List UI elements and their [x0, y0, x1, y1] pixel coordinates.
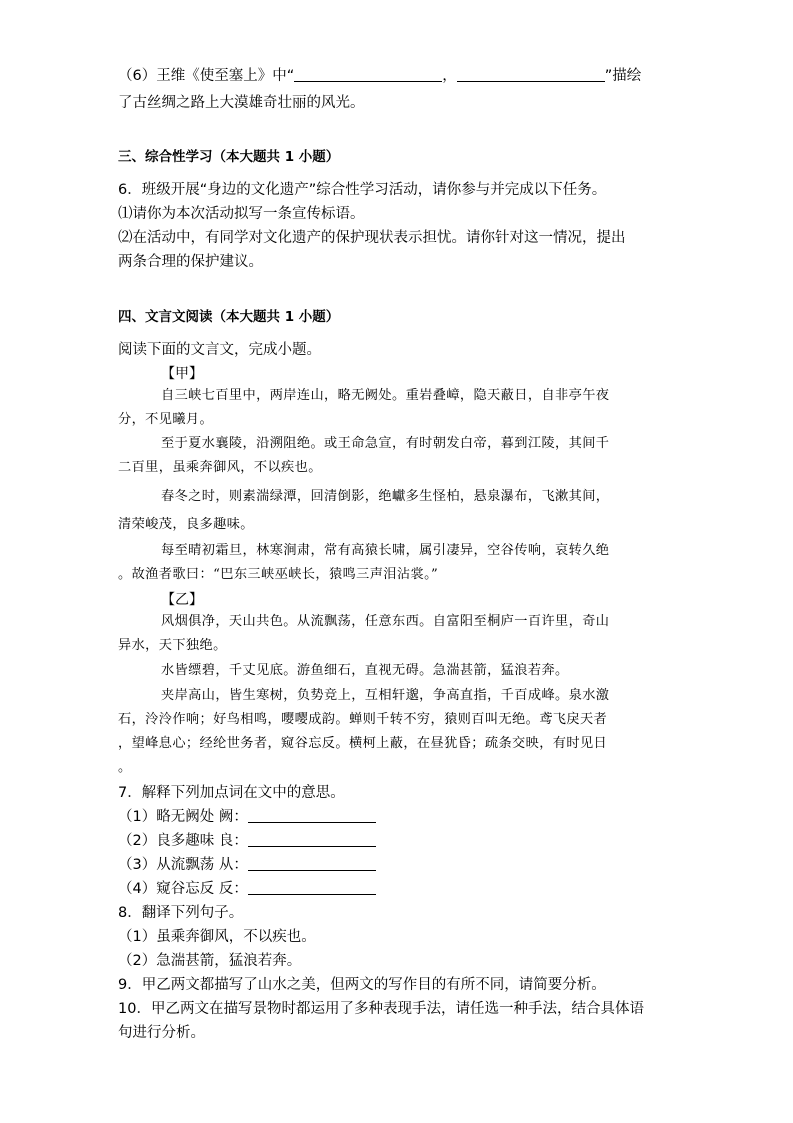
- q6-6-mid: ，: [442, 68, 457, 84]
- answer-blank[interactable]: [248, 880, 376, 895]
- q10-line1: 10．甲乙两文在描写景物时都运用了多种表现手法，请任选一种手法，结合具体语: [118, 1001, 644, 1017]
- passage-yi-tag: 【乙】: [161, 592, 203, 608]
- section3-sub2-line1: ⑵在活动中，有同学对文化遗产的保护现状表示担忧。请你针对这一情况，提出: [118, 230, 626, 246]
- yi-line: ，望峰息心；经纶世务者，窥谷忘反。横柯上蔽，在昼犹昏；疏条交映，有时见日: [118, 736, 608, 751]
- yi-line: 夹岸高山，皆生寒树，负势竞上，互相轩邈，争高直指，千百成峰。泉水激: [161, 688, 610, 703]
- yi-line: 异水，天下独绝。: [118, 638, 227, 653]
- jia-line: 。故渔者歌曰：“巴东三峡巫峡长，猿鸣三声泪沾裳。”: [118, 567, 439, 582]
- q6-6-line1: [118, 66, 641, 86]
- answer-blank[interactable]: [248, 832, 376, 847]
- section4-heading: 四、文言文阅读（本大题共 1 小题）: [118, 309, 340, 325]
- section3-sub1: ⑴请你为本次活动拟写一条宣传标语。: [118, 206, 365, 222]
- q6-6-blank-2[interactable]: [457, 67, 605, 82]
- yi-line: 水皆缥碧，千丈见底。游鱼细石，直视无碍。急湍甚箭，猛浪若奔。: [161, 663, 569, 678]
- q6-6-prefix: （6）王维《使至塞上》中“: [118, 68, 295, 84]
- q7-item: （4）窥谷忘反 反：: [118, 879, 376, 899]
- q8-item: （1）虽乘奔御风，不以疾也。: [118, 929, 316, 945]
- section3-heading: 三、综合性学习（本大题共 1 小题）: [118, 149, 340, 165]
- q6-6-blank-1[interactable]: [294, 67, 442, 82]
- answer-blank[interactable]: [248, 856, 376, 871]
- answer-blank[interactable]: [248, 808, 376, 823]
- q7-title: 7．解释下列加点词在文中的意思。: [118, 785, 345, 801]
- jia-line: 分，不见曦月。: [118, 412, 214, 427]
- q8-title: 8．翻译下列句子。: [118, 905, 244, 921]
- q10-line2: 句进行分析。: [118, 1025, 205, 1041]
- q7-item: （3）从流飘荡 从：: [118, 855, 376, 875]
- jia-line: 春冬之时，则素湍绿潭，回清倒影，绝巘多生怪柏，悬泉瀑布，飞漱其间，: [161, 489, 610, 504]
- section3-sub2-line2: 两条合理的保护建议。: [118, 254, 263, 270]
- section4-intro: 阅读下面的文言文，完成小题。: [118, 342, 321, 358]
- yi-line: 。: [118, 760, 132, 775]
- q6-6-line2: 了古丝绸之路上大漠雄奇壮丽的风光。: [118, 95, 365, 111]
- yi-line: 石，泠泠作响；好鸟相鸣，嘤嘤成韵。蝉则千转不穷，猿则百叫无绝。鸢飞戾天者: [118, 712, 608, 727]
- jia-line: 清荣峻茂，良多趣味。: [118, 517, 254, 532]
- jia-line: 自三峡七百里中，两岸连山，略无阙处。重岩叠嶂，隐天蔽日，自非亭午夜: [161, 388, 610, 403]
- q7-item: （1）略无阙处 阙：: [118, 807, 376, 827]
- yi-line: 风烟俱净，天山共色。从流飘荡，任意东西。自富阳至桐庐一百许里，奇山: [161, 614, 610, 629]
- jia-line: 至于夏水襄陵，沿溯阻绝。或王命急宣，有时朝发白帝，暮到江陵，其间千: [161, 436, 610, 451]
- passage-jia-tag: 【甲】: [161, 366, 203, 382]
- jia-line: 每至晴初霜旦，林寒涧肃，常有高猿长啸，属引凄异，空谷传响，哀转久绝: [161, 543, 610, 558]
- q6-6-suffix: ”描绘: [604, 68, 642, 84]
- section3-question: 6．班级开展“身边的文化遗产”综合性学习活动，请你参与并完成以下任务。: [118, 182, 607, 198]
- jia-line: 二百里，虽乘奔御风，不以疾也。: [118, 460, 322, 475]
- q7-item: （2）良多趣味 良：: [118, 831, 376, 851]
- q8-item: （2）急湍甚箭，猛浪若奔。: [118, 953, 302, 969]
- q9: 9．甲乙两文都描写了山水之美，但两文的写作目的有所不同，请简要分析。: [118, 977, 606, 993]
